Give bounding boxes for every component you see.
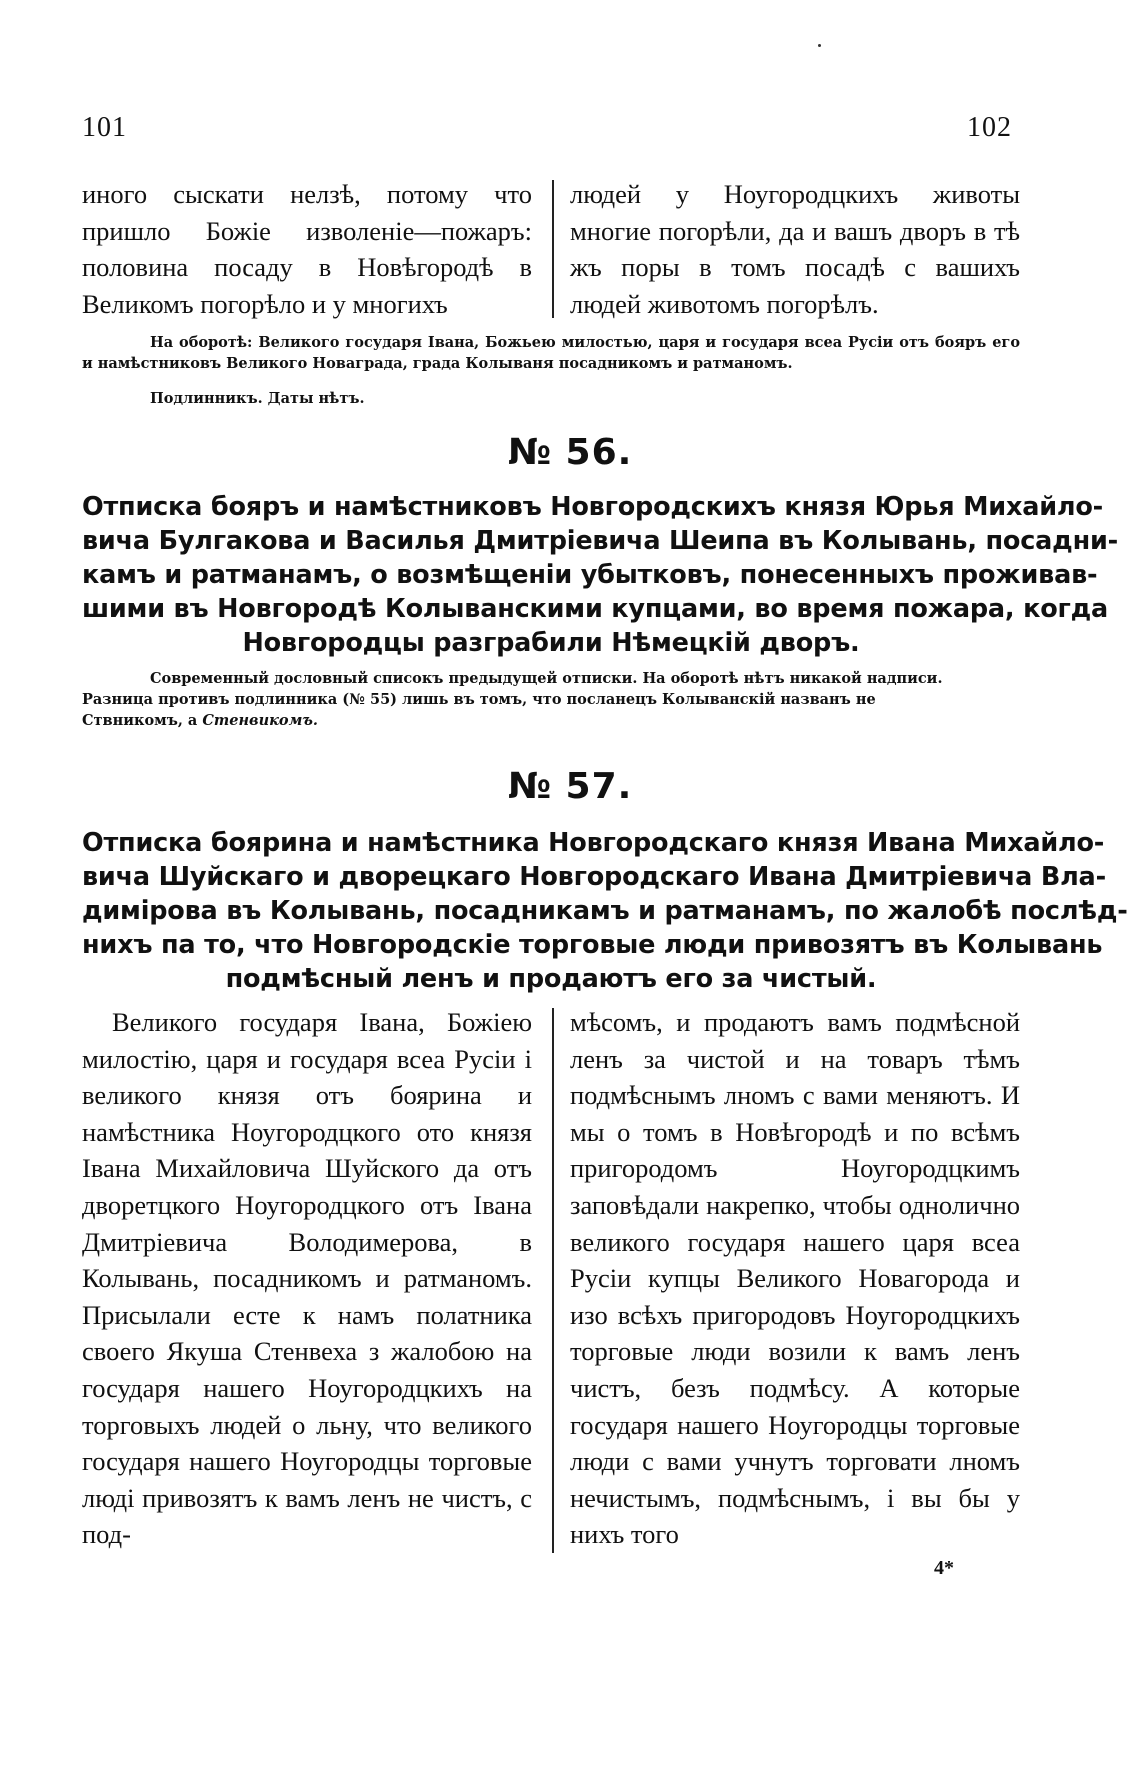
doc57-title-line: Отписка боярина и намѣстника Новгородскаго князя Ивана Михайло- [82, 828, 1105, 858]
doc56-note-line: Разница противъ подлинника (№ 55) лишь въ томъ, что посланецъ Колыванскій названъ не [82, 691, 876, 708]
column-divider-bottom [552, 1008, 554, 1553]
doc57-title-line: нихъ па то, что Новгородскіе торговые люди привозятъ въ Колывань [82, 930, 1103, 960]
print-speck [818, 44, 821, 47]
doc57-body-left [82, 1004, 532, 1553]
doc57-title [82, 826, 1128, 996]
doc57-body-columns [82, 1004, 1020, 1553]
doc56-number: № 56. [507, 432, 633, 473]
doc57-number: № 57. [507, 766, 633, 807]
page-number-left: 101 [82, 112, 127, 143]
doc56-title [82, 490, 1119, 660]
column-divider-top [552, 180, 554, 318]
signature-mark: 4* [934, 1557, 954, 1579]
doc57-body-left-text: Великого государя Івана, Божіею милостію, царя и государя всеа Русіи і великого князя отъ боярина и намѣстника Ноугородцкого ото князя Івана Михайловича Шуйского да отъ дворетцкого Ноугородцкого отъ Івана Дмитріевича Володимерова, в Колывань, посадникомъ и ратманомъ. Присылали есте к намъ полатника своего Якуша Стенвеха з жалобою на государя нашего Ноугородцкихъ на торговыхъ людей о льну, что великого государя нашего Ноугородцы торговые люді привозятъ к вамъ ленъ не чистъ, с под- [82, 1007, 532, 1550]
doc56-title-line: вича Булгакова и Василья Дмитріевича Шеипа въ Колывань, посадни- [82, 526, 1119, 556]
note-original-text: Подлинникъ. Даты нѣтъ. [150, 390, 365, 407]
doc56-title-line: камъ и ратманамъ, о возмѣщеніи убытковъ, понесенныхъ проживав- [82, 560, 1098, 590]
doc56-note-line: Современный дословный списокъ предыдущей отписки. На оборотѣ нѣтъ никакой надписи. [150, 670, 943, 687]
doc56-note-italic-name: Стенвикомъ. [202, 712, 318, 729]
doc57-body-right-text: мѣсомъ, и продаютъ вамъ подмѣсной ленъ за чистой и на товаръ тѣмъ подмѣснымъ лномъ с вами меняютъ. И мы о томъ в Новѣгородѣ и по всѣмъ пригородомъ Ноугородцкимъ заповѣдали накрепко, чтобы однолично великого государя нашего царя всеа Русіи купцы Великого Новагорода и изо всѣхъ пригородовъ Ноугородцкихъ торговые люди возили к вамъ ленъ чистъ, безъ подмѣсу. А которые государя нашего Ноугородцы торговые люди с вами учнутъ торговати лномъ нечистымъ, подмѣснымъ, і вы бы у нихъ того [570, 1007, 1020, 1550]
doc57-body-right [548, 1004, 1020, 1553]
page-number-right: 102 [967, 112, 1012, 143]
doc56-title-line: Отписка бояръ и намѣстниковъ Новгородскихъ князя Юрья Михайло- [82, 492, 1104, 522]
doc57-title-line: подмѣсный ленъ и продаютъ его за чистый. [225, 964, 877, 994]
note-original [82, 388, 1020, 409]
doc56-note-prefix: Ствникомъ, а [82, 712, 203, 729]
top-text-columns [82, 176, 1020, 322]
top-column-right-text: людей у Ноугородцкихъ животы многие погорѣли, да и вашъ дворъ в тѣ жъ поры в томъ посадѣ с вашихъ людей животомъ погорѣлъ. [570, 179, 1020, 319]
top-column-left [82, 176, 532, 322]
top-column-left-text: иного сыскати нелзѣ, потому что пришло Божіе изволеніе—пожаръ: половина посаду в Новѣгородѣ в Великомъ погорѣло и у многихъ [82, 179, 532, 319]
note-reverse-text: На оборотѣ: Великого государя Івана, Божьею милостью, царя и государя всеа Русіи отъ бояръ его и намѣстниковъ Великого Новаграда, града Колываня посадникомъ и ратманомъ. [82, 334, 1020, 372]
doc56-title-line: Новгородцы разграбили Нѣмецкій дворъ. [242, 628, 860, 658]
note-reverse-inscription [82, 332, 1020, 374]
doc57-title-line: вича Шуйскаго и дворецкаго Новгородскаго Ивана Дмитріевича Вла- [82, 862, 1106, 892]
top-column-right [548, 176, 1020, 322]
doc56-title-line: шими въ Новгородѣ Колыванскими купцами, во время пожара, когда [82, 594, 1109, 624]
doc56-note-last-line [82, 710, 1020, 731]
doc57-title-line: димірова въ Колывань, посадникамъ и ратманамъ, по жалобѣ послѣд- [82, 896, 1128, 926]
doc56-note [82, 668, 1020, 731]
